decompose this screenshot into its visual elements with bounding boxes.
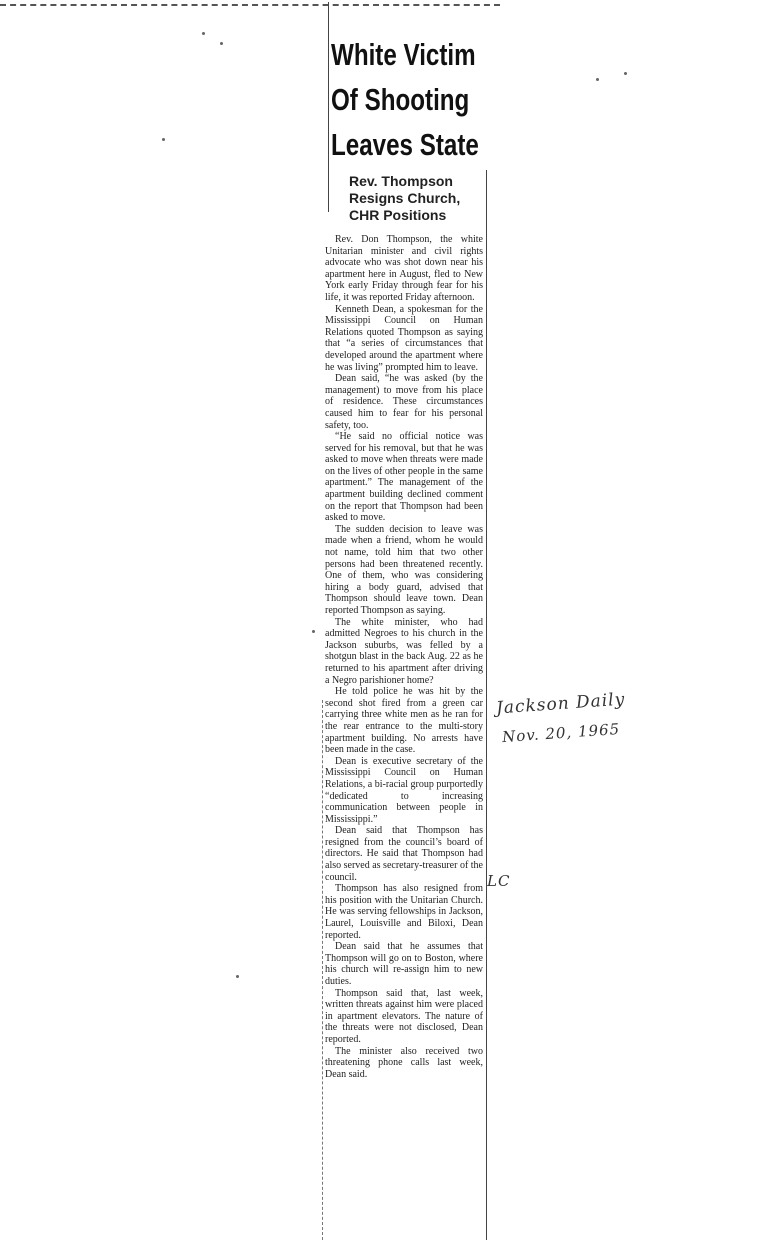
paragraph: Thompson has also resigned from his position with the Unitarian Church. He was serving fellowships in Jackson, Laurel, Louisville and Biloxi, Dean reported.: [325, 883, 483, 941]
newspaper-clipping: [325, 14, 489, 1080]
subhead-line-3: CHR Positions: [349, 207, 447, 223]
speck: [624, 72, 627, 75]
speck: [596, 78, 599, 81]
handwritten-initials: LC: [487, 872, 511, 890]
subheadline: [349, 173, 489, 224]
top-border: [0, 4, 500, 6]
paragraph: The sudden decision to leave was made when a friend, whom he would not name, told him that two other persons had been threatened recently. One of them, who was considering hiring a body guard, advised that Thompson should leave town. Dean reported Thompson as saying.: [325, 523, 483, 616]
handwritten-source: Jackson Daily: [495, 689, 626, 719]
speck: [202, 32, 205, 35]
paragraph: He told police he was hit by the second shot fired from a green car carrying three white men as he ran for the rear entrance to the multi-story apartment building. No arrests have been made in the case.: [325, 686, 483, 756]
speck: [220, 42, 223, 45]
headline-line-2: Of Shooting: [331, 82, 470, 117]
paragraph: Rev. Don Thompson, the white Unitarian minister and civil rights advocate who was shot down near his apartment here in August, fled to New York early Friday through fear for his life, it was reported Friday afternoon.: [325, 234, 483, 303]
headline-line-1: White Victim: [331, 37, 476, 72]
paragraph: Thompson said that, last week, written threats against him were placed in apartment elevators. The nature of the threats were not disclosed, Dean reported.: [325, 987, 483, 1045]
headline-line-3: Leaves State: [331, 127, 479, 162]
paragraph: The white minister, who had admitted Negroes to his church in the Jackson suburbs, was felled by a shotgun blast in the back Aug. 22 as he returned to his apartment after driving a Negro parishioner home?: [325, 616, 483, 686]
paragraph: Dean said that he assumes that Thompson will go on to Boston, where his church will re-assign him to new duties.: [325, 941, 483, 987]
paragraph: Dean said, “he was asked (by the management) to move from his place of residence. These circumstances caused him to fear for his personal safety, too.: [325, 373, 483, 431]
article-body: [325, 234, 483, 1080]
subhead-line-1: Rev. Thompson: [349, 173, 453, 189]
paragraph: Dean said that Thompson has resigned from the council’s board of directors. He said that Thompson had also served as secretary-treasurer of the council.: [325, 825, 483, 883]
speck: [236, 975, 239, 978]
handwritten-date: Nov. 20, 1965: [501, 719, 621, 747]
column-rule-margin: [322, 700, 323, 1240]
paragraph: “He said no official notice was served for his removal, but that he was asked to move when threats were made on the lives of other people in the same apartment.” The management of the apartment building declined comment on the report that Thompson had been asked to move.: [325, 431, 483, 524]
paragraph: Dean is executive secretary of the Mississippi Council on Human Relations, a bi-racial group purportedly “dedicated to increasing communication between people in Mississippi.”: [325, 755, 484, 825]
speck: [312, 630, 315, 633]
subhead-line-2: Resigns Church,: [349, 190, 461, 206]
headline: [331, 32, 479, 167]
paragraph: Kenneth Dean, a spokesman for the Mississippi Council on Human Relations quoted Thompson as saying that “a series of circumstances that developed around the apartment where he was living” prompted him to leave.: [325, 303, 483, 373]
paragraph: The minister also received two threatening phone calls last week, Dean said.: [325, 1045, 483, 1080]
speck: [162, 138, 165, 141]
